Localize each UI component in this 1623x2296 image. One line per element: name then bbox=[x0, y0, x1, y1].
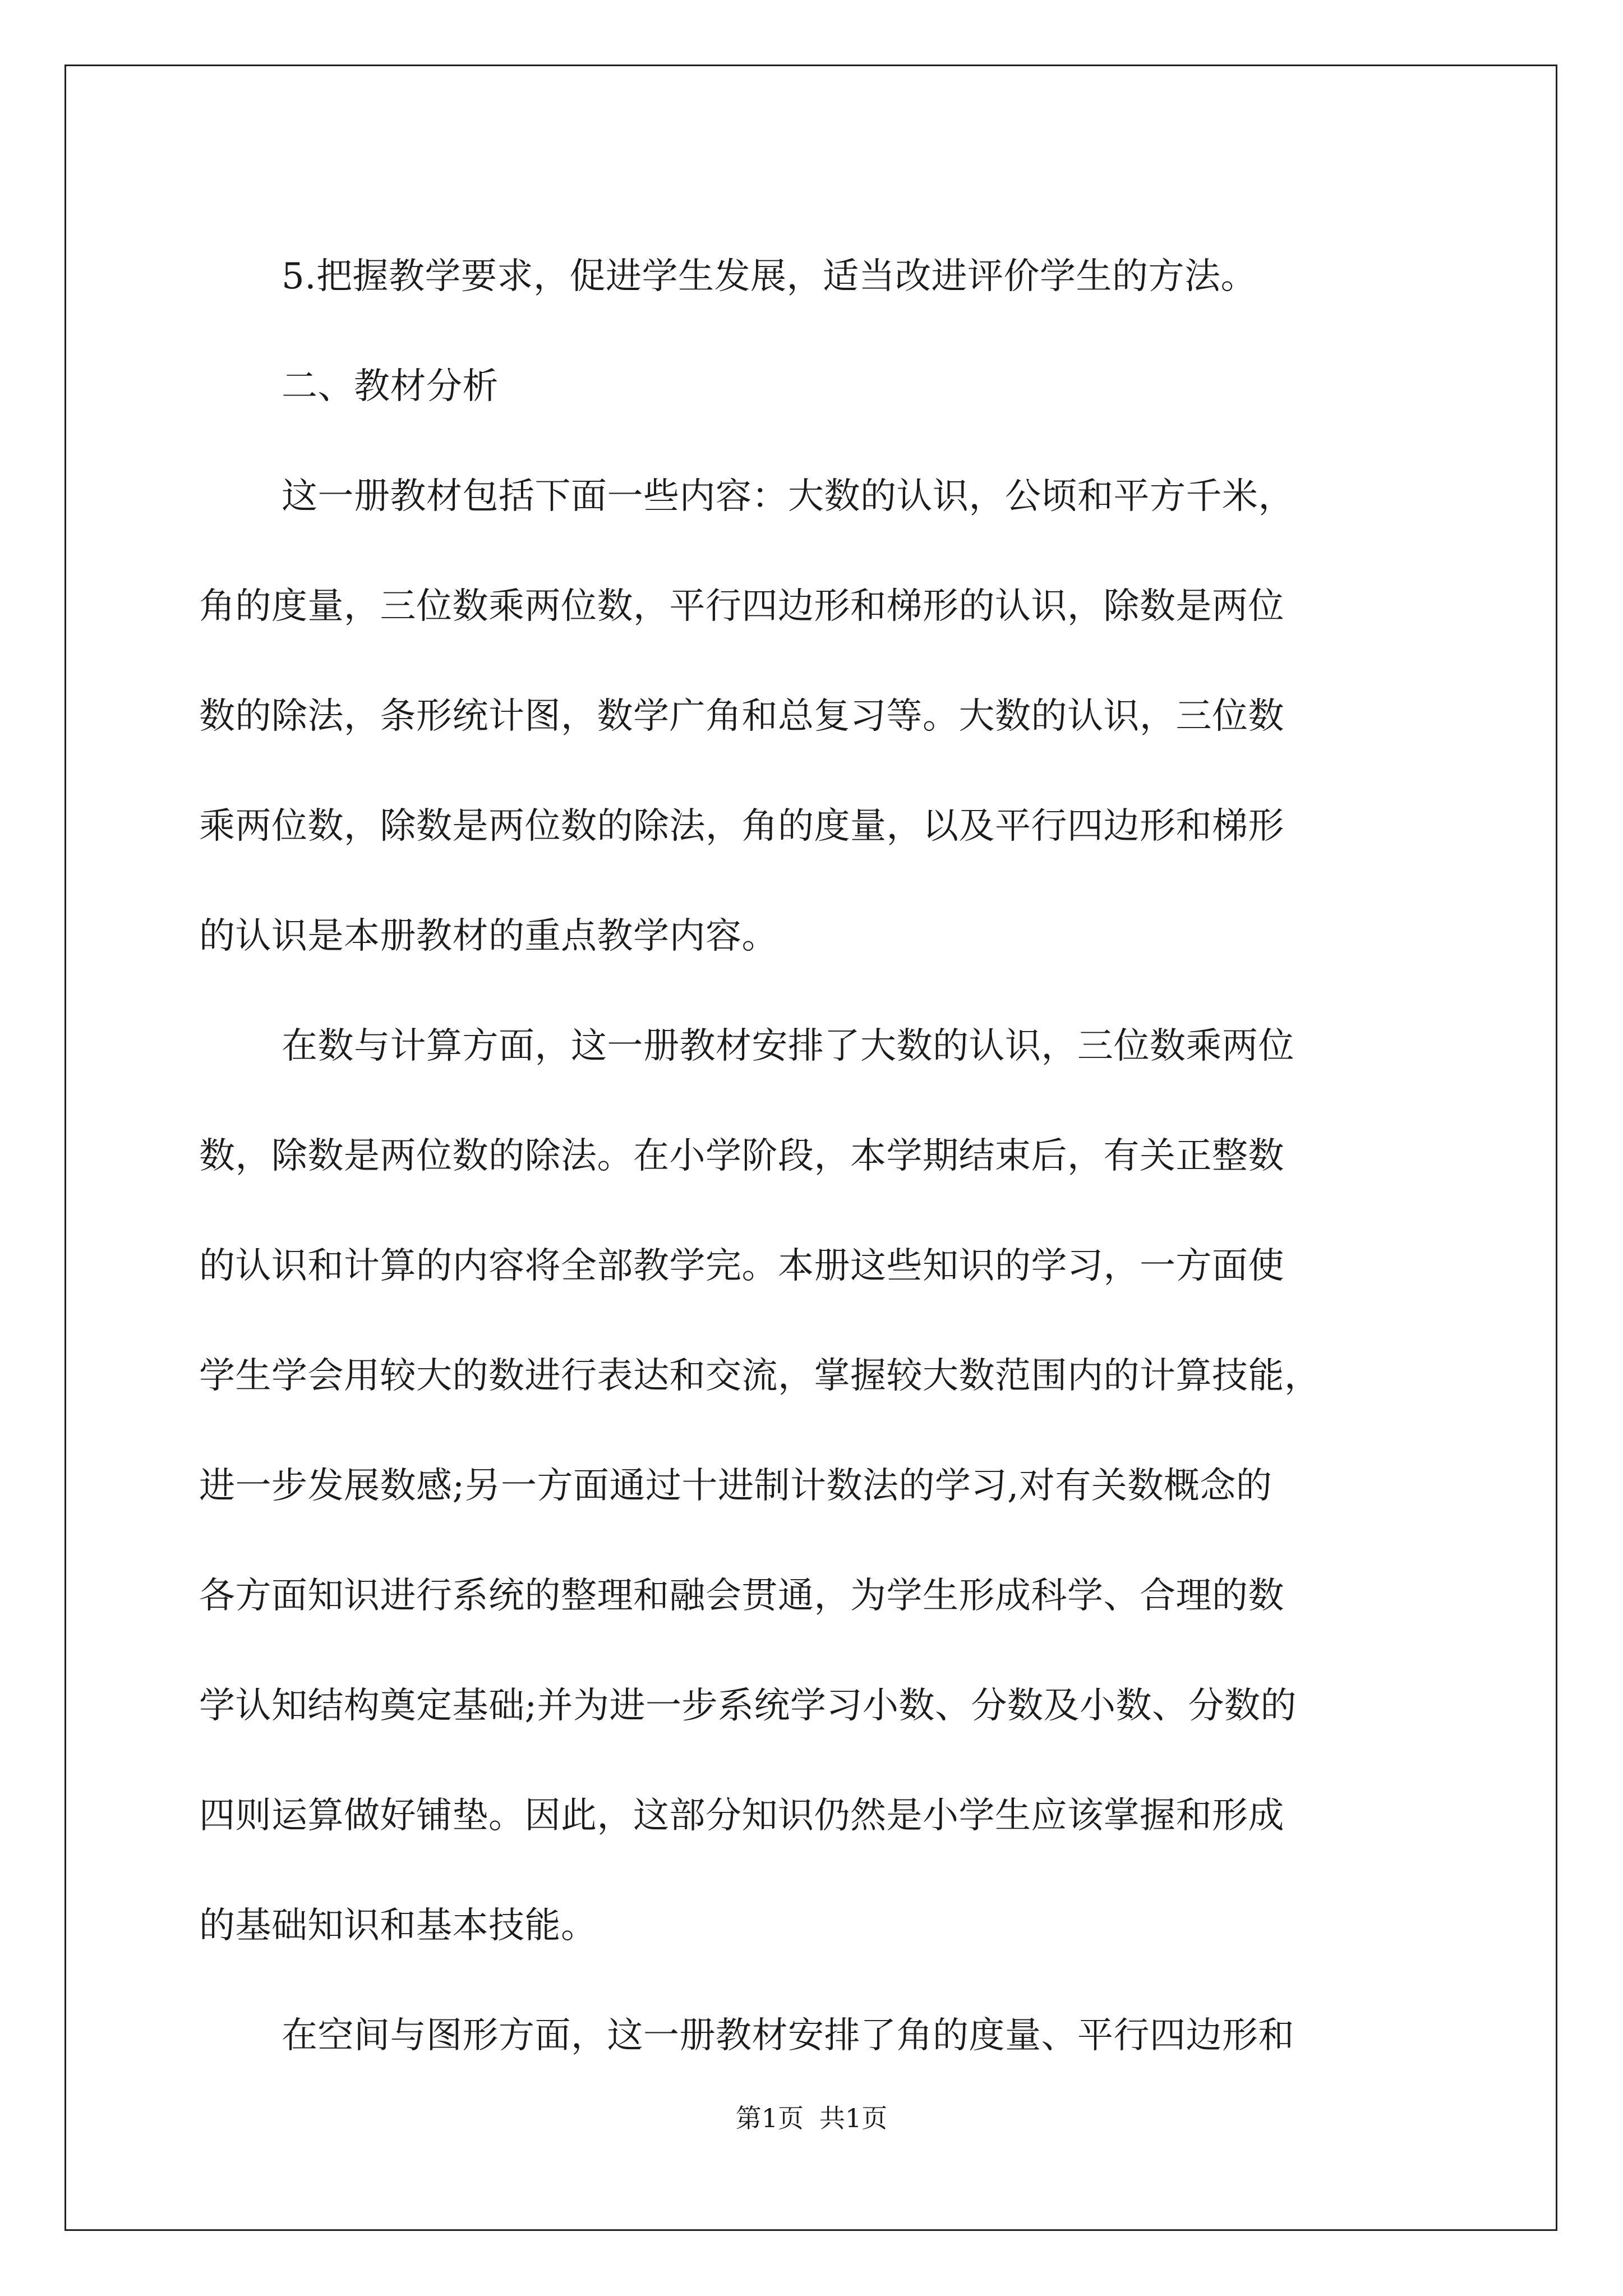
text-line: 二、教材分析 bbox=[282, 366, 499, 407]
text-line: 四则运算做好铺垫。因此，这部分知识仍然是小学生应该掌握和形成 bbox=[199, 1795, 1284, 1837]
text-line: 进一步发展数感;另一方面通过十进制计数法的学习,对有关数概念的 bbox=[199, 1465, 1272, 1507]
text-line: 学认知结构奠定基础;并为进一步系统学习小数、分数及小数、分数的 bbox=[199, 1685, 1297, 1727]
text-line: 学生学会用较大的数进行表达和交流，掌握较大数范围内的计算技能， bbox=[199, 1355, 1321, 1397]
page-number-total: 共1页 bbox=[819, 2103, 888, 2133]
document-body bbox=[199, 222, 1438, 2091]
text-line: 角的度量，三位数乘两位数，平行四边形和梯形的认识，除数是两位 bbox=[199, 586, 1284, 627]
paragraph-space-and-shapes bbox=[199, 1981, 1438, 2091]
paragraph-textbook-contents bbox=[199, 441, 1438, 991]
text-line: 乘两位数，除数是两位数的除法，角的度量，以及平行四边形和梯形 bbox=[199, 806, 1284, 847]
text-line: 在空间与图形方面，这一册教材安排了角的度量、平行四边形和 bbox=[282, 2015, 1294, 2056]
page-number-current: 第1页 bbox=[735, 2103, 804, 2133]
page-footer bbox=[0, 2098, 1623, 2135]
section-heading-textbook-analysis bbox=[199, 332, 1438, 441]
paragraph-requirement-5 bbox=[199, 222, 1438, 332]
text-line: 在数与计算方面，这一册教材安排了大数的认识，三位数乘两位 bbox=[282, 1025, 1294, 1067]
text-line: 的认识和计算的内容将全部教学完。本册这些知识的学习，一方面使 bbox=[199, 1245, 1284, 1287]
text-line: 各方面知识进行系统的整理和融会贯通，为学生形成科学、合理的数 bbox=[199, 1575, 1284, 1617]
paragraph-numbers-and-calculation bbox=[199, 991, 1438, 1981]
text-line: 的认识是本册教材的重点教学内容。 bbox=[199, 915, 778, 957]
text-line: 的基础知识和基本技能。 bbox=[199, 1905, 597, 1947]
text-line: 5.把握教学要求，促进学生发展，适当改进评价学生的方法。 bbox=[282, 256, 1257, 297]
text-line: 这一册教材包括下面一些内容：大数的认识，公顷和平方千米， bbox=[282, 476, 1294, 517]
text-line: 数的除法，条形统计图，数学广角和总复习等。大数的认识，三位数 bbox=[199, 696, 1284, 737]
text-line: 数，除数是两位数的除法。在小学阶段，本学期结束后，有关正整数 bbox=[199, 1135, 1284, 1177]
